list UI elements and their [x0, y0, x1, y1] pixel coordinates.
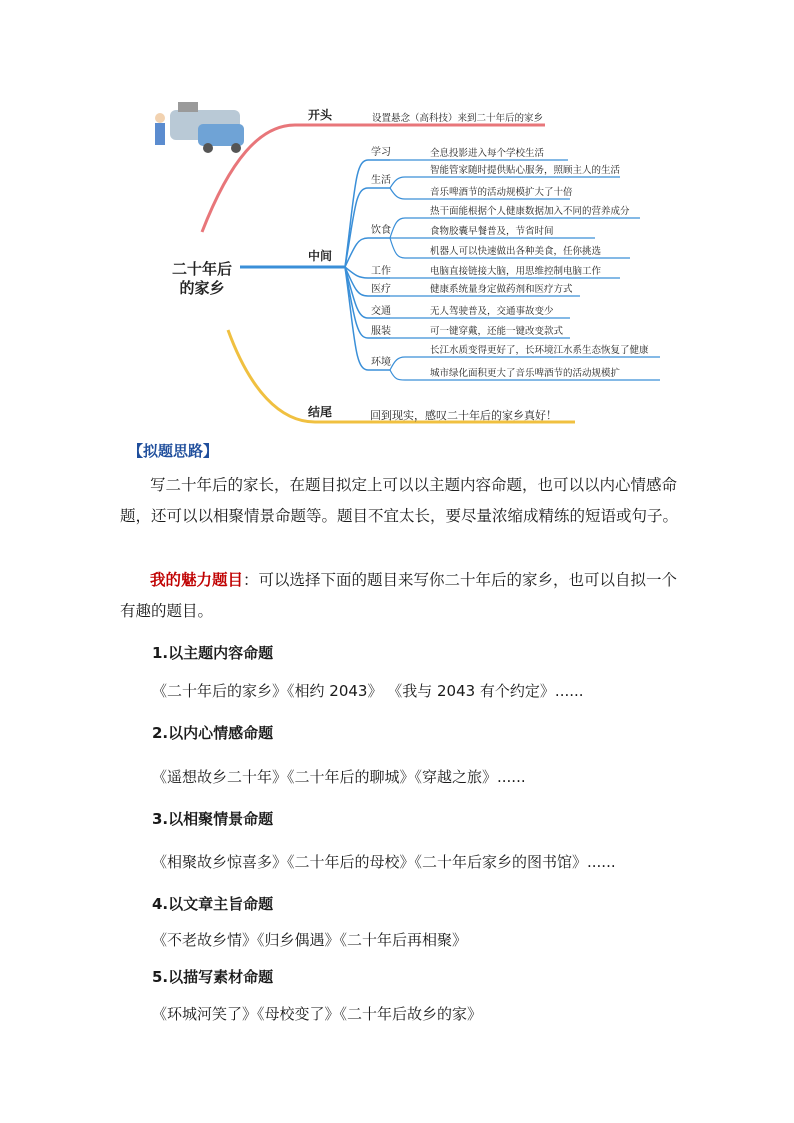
- leaf-yinshi-2: 食物胶囊早餐普及，节省时间: [430, 226, 554, 237]
- item-5-body: 《环城河笑了》《母校变了》《二十年后故乡的家》: [152, 1005, 483, 1023]
- highlight-label: 我的魅力题目: [150, 571, 244, 589]
- item-1-body: 《二十年后的家乡》《相约 2043》 《我与 2043 有个约定》......: [152, 682, 584, 700]
- paragraph-1: 写二十年后的家长，在题目拟定上可以以主题内容命题，也可以以内心情感命题，还可以以相聚情景命题等。题目不宜太长，要尽量浓缩成精练的短语或句子。: [120, 476, 679, 525]
- paragraph-2: [120, 565, 680, 627]
- leaf-huanjing-2: 城市绿化面积更大了音乐啤酒节的活动规模扩: [430, 368, 621, 379]
- sub-label-jiaotong: 交通: [371, 306, 391, 317]
- sub-label-yinshi: 饮食: [371, 225, 391, 236]
- branch-jiewei-text: 回到现实，感叹二十年后的家乡真好！: [370, 409, 557, 422]
- item-3-body: 《相聚故乡惊喜多》《二十年后的母校》《二十年后家乡的图书馆》......: [152, 853, 616, 871]
- sub-label-xuexi: 学习: [371, 147, 391, 158]
- sub-label-huanjing: 环境: [371, 357, 391, 368]
- leaf-huanjing-1: 长江水质变得更好了，长环境江水系生态恢复了健康: [430, 345, 649, 356]
- leaf-jiaotong-1: 无人驾驶普及，交通事故变少: [430, 306, 554, 317]
- leaf-yiliao-1: 健康系统量身定做药剂和医疗方式: [430, 284, 573, 295]
- leaf-yinshi-3: 机器人可以快速做出各种美食，任你挑选: [430, 246, 602, 257]
- center-line-1: 二十年后: [172, 260, 233, 278]
- leaf-xuexi-1: 全息投影进入每个学校生活: [430, 148, 545, 159]
- people-car-illustration: [150, 100, 250, 160]
- section-heading: 【拟题思路】: [128, 442, 219, 460]
- leaf-shenghuo-2: 音乐啤酒节的活动规模扩大了十倍: [430, 187, 573, 198]
- item-4-title: 4.以文章主旨命题: [152, 895, 274, 913]
- item-5-title: 5.以描写素材命题: [152, 968, 274, 986]
- item-2-title: 2.以内心情感命题: [152, 724, 274, 742]
- leaf-fuzhuang-1: 可一键穿戴，还能一键改变款式: [430, 326, 564, 337]
- branch-kaitou-label: 开头: [308, 108, 333, 122]
- sub-label-gongzuo: 工作: [371, 266, 391, 277]
- item-1-title: 1.以主题内容命题: [152, 644, 274, 662]
- branch-zhongjian-label: 中间: [308, 249, 333, 263]
- branch-jiewei-label: 结尾: [308, 405, 333, 419]
- paragraph-2-text: ：可以选择下面的题目来写你二十年后的家乡，也可以自拟一个有趣的题目。: [120, 571, 678, 620]
- sub-connectors: [345, 160, 390, 370]
- branch-kaitou-text: 设置悬念（高科技）来到二十年后的家乡: [372, 113, 544, 124]
- leaf-yinshi-1: 热干面能根据个人健康数据加入不同的营养成分: [430, 206, 630, 217]
- item-2-body: 《遥想故乡二十年》《二十年后的聊城》《穿越之旅》......: [152, 768, 526, 786]
- item-3-title: 3.以相聚情景命题: [152, 810, 274, 828]
- leaf-gongzuo-1: 电脑直接链接大脑，用思维控制电脑工作: [430, 266, 602, 277]
- leaf-shenghuo-1: 智能管家随时提供贴心服务，照顾主人的生活: [430, 165, 621, 176]
- mind-map: [150, 100, 670, 430]
- center-line-2: 的家乡: [179, 279, 225, 297]
- sub-label-shenghuo: 生活: [371, 175, 391, 186]
- sub-label-yiliao: 医疗: [371, 284, 391, 295]
- mind-map-center: [172, 260, 232, 298]
- sub-label-fuzhuang: 服装: [371, 326, 391, 337]
- item-4-body: 《不老故乡情》《归乡偶遇》《二十年后再相聚》: [152, 931, 468, 949]
